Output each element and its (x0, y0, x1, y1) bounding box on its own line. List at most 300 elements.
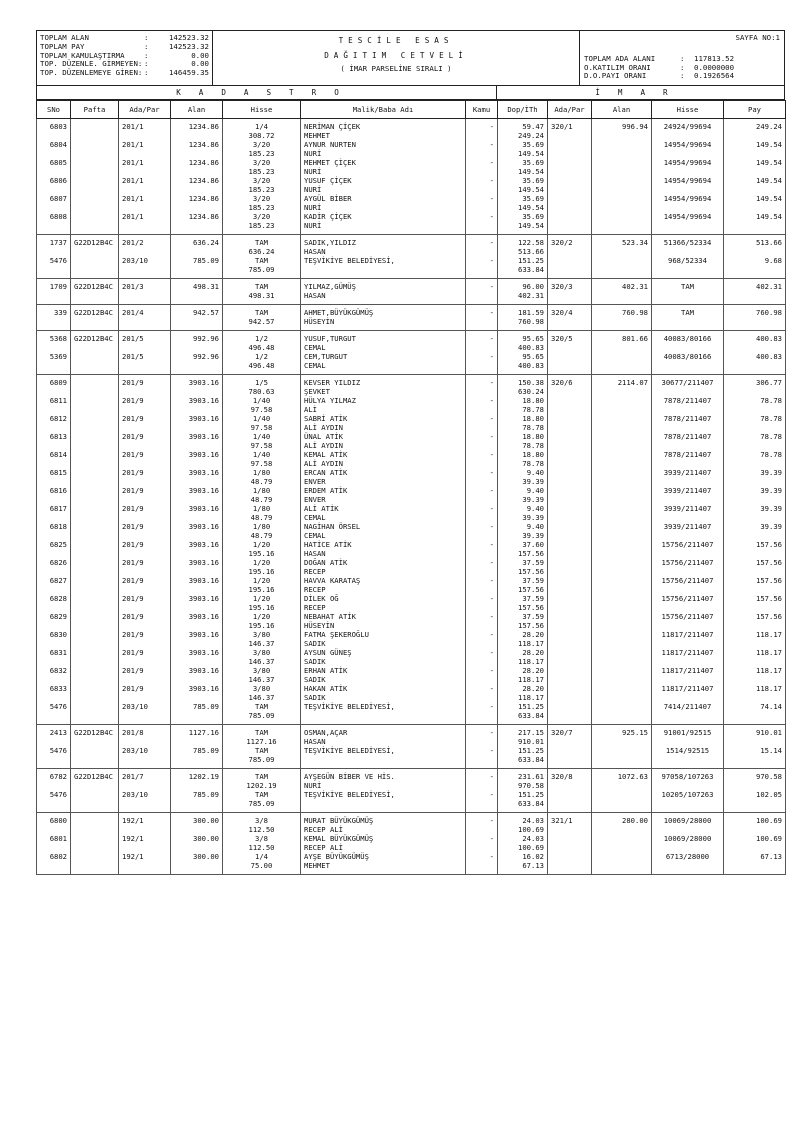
column-header: Ada/Par (548, 101, 592, 119)
cell-kamu (466, 702, 498, 725)
cell-ialan (592, 486, 652, 504)
cell-pafta-value: G22D12B4C (74, 238, 113, 247)
cell-alan (171, 594, 223, 612)
cell-hisse (223, 305, 301, 331)
section-kadastro: KADASTRO (37, 86, 497, 100)
cell-dop (498, 396, 548, 414)
cell-malik (301, 432, 466, 450)
cell-dop (498, 468, 548, 486)
cell-hisse (223, 702, 301, 725)
cell-pafta (71, 522, 119, 540)
cell-iadapar (548, 790, 592, 813)
cell-ialan-value: 760.98 (622, 308, 648, 317)
cell-dop-value: 24.03 (522, 816, 544, 825)
cell-ialan (592, 504, 652, 522)
cell-pafta (71, 834, 119, 852)
cell-sno (37, 504, 71, 522)
cell-hisse (223, 486, 301, 504)
cell-sno-value: 6804 (49, 140, 67, 149)
cell-pafta (71, 576, 119, 594)
cell-sno (37, 140, 71, 158)
cell-iadapar (548, 194, 592, 212)
column-header: Hisse (223, 101, 301, 119)
column-header: Pafta (71, 101, 119, 119)
cell-iadapar (548, 813, 592, 835)
table-row (37, 630, 786, 648)
cell-dop2-value: 39.39 (522, 477, 544, 486)
cell-iadapar (548, 702, 592, 725)
cell-pay (724, 594, 786, 612)
cell-alan-value: 3903.16 (188, 594, 219, 603)
cell-malik (301, 813, 466, 835)
cell-hisse2-value: 1127.16 (246, 737, 277, 746)
document-page (36, 30, 785, 875)
cell-pay (724, 432, 786, 450)
total-value: 142523.32 (168, 41, 209, 51)
table-header-row (37, 101, 786, 119)
table-row (37, 194, 786, 212)
cell-ialan (592, 194, 652, 212)
cell-malik (301, 834, 466, 852)
cell-ihisse-value: 91001/92515 (663, 728, 712, 737)
cell-pay (724, 305, 786, 331)
cell-adapar-value: 203/10 (122, 790, 148, 799)
cell-pay-value: 78.78 (760, 450, 782, 459)
cell-ihisse (652, 834, 724, 852)
cell-hisse2-value: 195.16 (248, 585, 275, 594)
cell-alan (171, 648, 223, 666)
cell-pafta (71, 176, 119, 194)
cell-ialan-value: 402.31 (622, 282, 648, 291)
cell-pay-value: 400.83 (756, 334, 782, 343)
cell-kamu (466, 486, 498, 504)
cell-adapar (119, 140, 171, 158)
cell-dop (498, 612, 548, 630)
column-header: Alan (592, 101, 652, 119)
cell-kamu-value: - (489, 540, 494, 549)
cell-kamu-value: - (489, 594, 494, 603)
cell-ihisse (652, 813, 724, 835)
cell-ialan (592, 769, 652, 791)
cell-hisse (223, 212, 301, 235)
total-label: TOP. DÜZENLE. GİRMEYEN: (40, 59, 143, 69)
cell-malik-value: HAVVA KARATAŞ (304, 576, 361, 585)
cell-iadapar (548, 119, 592, 141)
cell-ialan (592, 331, 652, 353)
cell-adapar (119, 432, 171, 450)
cell-dop-value: 217.15 (518, 728, 544, 737)
cell-malik-value: TEŞVİKİYE BELEDİYESİ, (304, 746, 395, 755)
cell-baba-value: SADIK (304, 657, 326, 666)
cell-hisse-value: 1/80 (252, 468, 271, 477)
cell-iadapar (548, 396, 592, 414)
cell-dop2-value: 100.69 (518, 843, 544, 852)
total-value: 142523.32 (168, 33, 209, 42)
cell-sno-value: 6817 (49, 504, 67, 513)
cell-adapar (119, 769, 171, 791)
cell-ialan (592, 834, 652, 852)
cell-dop-value: 18.80 (522, 414, 544, 423)
cell-kamu-value: - (489, 816, 494, 825)
cell-baba-value: HASAN (304, 291, 326, 300)
cell-hisse2-value: 112.50 (248, 825, 275, 834)
cell-malik-value: YILMAZ,GÜMÜŞ (304, 282, 356, 291)
cell-iadapar (548, 331, 592, 353)
cell-hisse2-value: 48.79 (250, 495, 273, 504)
cell-ihisse (652, 331, 724, 353)
cell-dop2-value: 633.84 (518, 755, 544, 764)
cell-baba-value: NURİ (304, 185, 322, 194)
cell-sno-value: 2413 (49, 728, 67, 737)
cell-kamu (466, 331, 498, 353)
table-row (37, 769, 786, 791)
cell-ialan-value: 2114.07 (617, 378, 648, 387)
cell-alan (171, 540, 223, 558)
cell-pay (724, 834, 786, 852)
cell-alan (171, 666, 223, 684)
cell-pay-value: 102.05 (756, 790, 782, 799)
cell-iadapar-value: 320/4 (551, 308, 573, 317)
cell-ihisse-value: 15756/211407 (661, 612, 714, 621)
cell-dop (498, 594, 548, 612)
cell-sno (37, 212, 71, 235)
cell-pay (724, 176, 786, 194)
cell-hisse (223, 790, 301, 813)
summary-label: O.KATILIM ORANI (584, 62, 651, 72)
cell-hisse2-value: 48.79 (250, 477, 273, 486)
cell-ialan (592, 684, 652, 702)
cell-malik (301, 558, 466, 576)
table-row (37, 279, 786, 305)
cell-alan-value: 300.00 (193, 852, 219, 861)
cell-pafta (71, 666, 119, 684)
cell-sno-value: 5368 (49, 334, 67, 343)
cell-malik (301, 725, 466, 747)
cell-pay (724, 684, 786, 702)
cell-ialan (592, 648, 652, 666)
cell-alan-value: 3903.16 (188, 450, 219, 459)
cell-iadapar (548, 450, 592, 468)
cell-malik-value: AYSUN GÜNEŞ (304, 648, 352, 657)
cell-adapar (119, 504, 171, 522)
cell-hisse-value: 1/20 (252, 612, 271, 621)
cell-malik-value: SADIK,YILDIZ (304, 238, 356, 247)
cell-ihisse (652, 702, 724, 725)
cell-hisse (223, 594, 301, 612)
table-row (37, 746, 786, 769)
cell-dop (498, 666, 548, 684)
cell-dop2-value: 402.31 (518, 291, 544, 300)
cell-malik (301, 396, 466, 414)
cell-ihisse (652, 414, 724, 432)
cell-pay-value: 15.14 (760, 746, 782, 755)
cell-dop-value: 24.03 (522, 834, 544, 843)
cell-kamu (466, 450, 498, 468)
cell-ihisse (652, 504, 724, 522)
cell-ihisse (652, 576, 724, 594)
cell-pay (724, 212, 786, 235)
table-row (37, 558, 786, 576)
cell-hisse-value: 1/2 (255, 352, 268, 361)
cell-kamu-value: - (489, 308, 494, 317)
column-header: Hisse (652, 101, 724, 119)
cell-kamu (466, 375, 498, 397)
cell-hisse-value: 1/20 (252, 594, 271, 603)
cell-hisse (223, 450, 301, 468)
cell-hisse2-value: 185.23 (248, 149, 275, 158)
cell-hisse (223, 194, 301, 212)
cell-pay (724, 746, 786, 769)
cell-ialan (592, 450, 652, 468)
cell-adapar (119, 235, 171, 257)
cell-ihisse-value: 51366/52334 (663, 238, 712, 247)
cell-hisse-value: TAM (255, 256, 268, 265)
cell-baba-value: NURİ (304, 203, 322, 212)
cell-ialan (592, 119, 652, 141)
cell-kamu (466, 212, 498, 235)
cell-kamu (466, 235, 498, 257)
cell-alan-value: 1234.86 (188, 122, 219, 131)
cell-dop-value: 150.38 (518, 378, 544, 387)
cell-adapar-value: 201/7 (122, 772, 144, 781)
cell-ialan (592, 352, 652, 375)
cell-pafta (71, 540, 119, 558)
cell-hisse2-value: 185.23 (248, 203, 275, 212)
cell-iadapar (548, 352, 592, 375)
cell-malik (301, 235, 466, 257)
cell-sno-value: 6800 (49, 816, 67, 825)
cell-adapar (119, 630, 171, 648)
cell-malik-value: TEŞVİKİYE BELEDİYESİ, (304, 256, 395, 265)
table-row (37, 331, 786, 353)
cell-ihisse-value: 7878/211407 (663, 414, 712, 423)
cell-pay-value: 157.56 (756, 576, 782, 585)
cell-pay (724, 576, 786, 594)
cell-sno-value: 6825 (49, 540, 67, 549)
cell-iadapar (548, 176, 592, 194)
cell-adapar (119, 852, 171, 875)
table-row (37, 852, 786, 875)
cell-hisse-value: 1/40 (252, 432, 271, 441)
cell-hisse-value: TAM (255, 728, 268, 737)
cell-sno (37, 450, 71, 468)
cell-hisse-value: 1/80 (252, 486, 271, 495)
cell-dop (498, 212, 548, 235)
cell-adapar (119, 468, 171, 486)
cell-pay-value: 149.54 (756, 140, 782, 149)
cell-hisse (223, 375, 301, 397)
cell-kamu-value: - (489, 576, 494, 585)
cell-pay (724, 612, 786, 630)
cell-adapar (119, 746, 171, 769)
cell-pafta (71, 468, 119, 486)
cell-ialan (592, 594, 652, 612)
cell-malik (301, 630, 466, 648)
table-row (37, 612, 786, 630)
cell-pay-value: 67.13 (760, 852, 782, 861)
cell-malik-value: KEVSER YILDIZ (304, 378, 361, 387)
cell-kamu-value: - (489, 212, 494, 221)
cell-baba-value: CEMAL (304, 531, 326, 540)
cell-ihisse (652, 594, 724, 612)
cell-ihisse (652, 612, 724, 630)
cell-pafta (71, 746, 119, 769)
cell-adapar-value: 203/10 (122, 256, 148, 265)
cell-dop (498, 813, 548, 835)
cell-hisse-value: TAM (255, 746, 268, 755)
table-row (37, 790, 786, 813)
cell-ihisse-value: 7878/211407 (663, 450, 712, 459)
cell-iadapar (548, 305, 592, 331)
cell-pay (724, 558, 786, 576)
cell-hisse (223, 684, 301, 702)
cell-dop-value: 59.47 (522, 122, 544, 131)
cell-ialan (592, 558, 652, 576)
cell-alan (171, 212, 223, 235)
cell-dop (498, 684, 548, 702)
cell-kamu-value: - (489, 282, 494, 291)
cell-malik-value: ERCAN ATİK (304, 468, 348, 477)
cell-dop-value: 122.58 (518, 238, 544, 247)
cell-dop-value: 16.02 (522, 852, 544, 861)
cell-malik (301, 576, 466, 594)
cell-baba-value: NURİ (304, 221, 322, 230)
cell-malik-value: AYNUR NURTEN (304, 140, 356, 149)
total-label: TOPLAM KAMULAŞTIRMA (40, 50, 125, 60)
cell-sno (37, 256, 71, 279)
cell-sno-value: 6814 (49, 450, 67, 459)
cell-malik (301, 666, 466, 684)
cell-hisse-value: 3/80 (252, 630, 271, 639)
cell-kamu-value: - (489, 772, 494, 781)
cell-dop2-value: 149.54 (518, 221, 544, 230)
cell-adapar (119, 594, 171, 612)
cell-hisse (223, 235, 301, 257)
total-value: 0.00 (191, 50, 209, 60)
cell-kamu-value: - (489, 666, 494, 675)
column-header: Ada/Par (119, 101, 171, 119)
table-row (37, 396, 786, 414)
cell-adapar (119, 119, 171, 141)
cell-ihisse (652, 790, 724, 813)
total-label: TOP. DÜZENLEMEYE GİREN: (40, 68, 143, 78)
cell-pay (724, 790, 786, 813)
cell-dop2-value: 118.17 (518, 675, 544, 684)
cell-hisse-value: 3/20 (252, 212, 271, 221)
cell-hisse-value: 3/8 (255, 834, 268, 843)
cell-dop2-value: 633.84 (518, 265, 544, 274)
cell-ihisse-value: 3939/211407 (663, 468, 712, 477)
cell-pay-value: 149.54 (756, 176, 782, 185)
header-area-summary (580, 31, 784, 85)
cell-pay-value: 100.69 (756, 816, 782, 825)
cell-hisse-value: 1/40 (252, 450, 271, 459)
cell-hisse-value: TAM (255, 282, 268, 291)
cell-baba-value: HASAN (304, 549, 326, 558)
cell-ihisse-value: 10069/28000 (663, 834, 712, 843)
cell-alan-value: 3903.16 (188, 522, 219, 531)
cell-adapar-value: 201/1 (122, 194, 144, 203)
cell-hisse (223, 279, 301, 305)
cell-adapar-value: 203/10 (122, 746, 148, 755)
cell-malik-value: MURAT BÜYÜKGÜMÜŞ (304, 816, 374, 825)
cell-hisse-value: 3/80 (252, 666, 271, 675)
cell-alan-value: 300.00 (193, 834, 219, 843)
cell-pafta (71, 305, 119, 331)
cell-dop (498, 648, 548, 666)
cell-sno (37, 769, 71, 791)
cell-pafta-value: G22D12B4C (74, 728, 113, 737)
cell-hisse (223, 834, 301, 852)
cell-ihisse-value: 968/52334 (668, 256, 707, 265)
cell-malik (301, 612, 466, 630)
cell-kamu (466, 630, 498, 648)
cell-dop-value: 35.69 (522, 140, 544, 149)
cell-malik-value: AYGÜL BİBER (304, 194, 352, 203)
cell-alan-value: 1234.86 (188, 158, 219, 167)
cell-dop (498, 504, 548, 522)
cell-alan (171, 305, 223, 331)
cell-hisse2-value: 195.16 (248, 549, 275, 558)
cell-malik (301, 540, 466, 558)
cell-alan-value: 3903.16 (188, 396, 219, 405)
cell-pay (724, 414, 786, 432)
cell-adapar-value: 201/9 (122, 648, 144, 657)
cell-hisse (223, 612, 301, 630)
cell-malik (301, 140, 466, 158)
cell-iadapar (548, 432, 592, 450)
cell-hisse (223, 176, 301, 194)
cell-ihisse (652, 486, 724, 504)
cell-hisse2-value: 146.37 (248, 693, 275, 702)
cell-hisse (223, 558, 301, 576)
cell-baba-value: ENVER (304, 477, 326, 486)
cell-adapar (119, 414, 171, 432)
cell-pafta (71, 594, 119, 612)
cell-hisse-value: TAM (255, 790, 268, 799)
cell-dop2-value: 157.56 (518, 567, 544, 576)
cell-iadapar (548, 256, 592, 279)
cell-ialan-value: 801.66 (622, 334, 648, 343)
cell-malik (301, 119, 466, 141)
cell-pay (724, 630, 786, 648)
cell-kamu-value: - (489, 648, 494, 657)
cell-adapar (119, 648, 171, 666)
cell-ihisse-value: TAM (681, 282, 694, 291)
cell-dop2-value: 78.78 (522, 441, 544, 450)
cell-malik (301, 212, 466, 235)
cell-adapar-value: 201/2 (122, 238, 144, 247)
cell-baba-value: SADIK (304, 639, 326, 648)
header-totals (37, 31, 213, 85)
cell-hisse (223, 504, 301, 522)
cell-dop-value: 95.65 (522, 352, 544, 361)
cell-adapar (119, 396, 171, 414)
cell-ialan (592, 813, 652, 835)
cell-malik-value: AHMET,BÜYÜKGÜMÜŞ (304, 308, 374, 317)
cell-baba-value: ŞEVKET (304, 387, 330, 396)
cell-hisse (223, 769, 301, 791)
summary-label: TOPLAM ADA ALANI (584, 53, 656, 63)
cell-adapar-value: 201/1 (122, 176, 144, 185)
cell-hisse2-value: 185.23 (248, 221, 275, 230)
cell-malik-value: HAKAN ATİK (304, 684, 348, 693)
cell-hisse-value: 1/4 (255, 852, 268, 861)
cell-pay (724, 504, 786, 522)
table-row (37, 256, 786, 279)
column-header: Alan (171, 101, 223, 119)
cell-pay (724, 140, 786, 158)
